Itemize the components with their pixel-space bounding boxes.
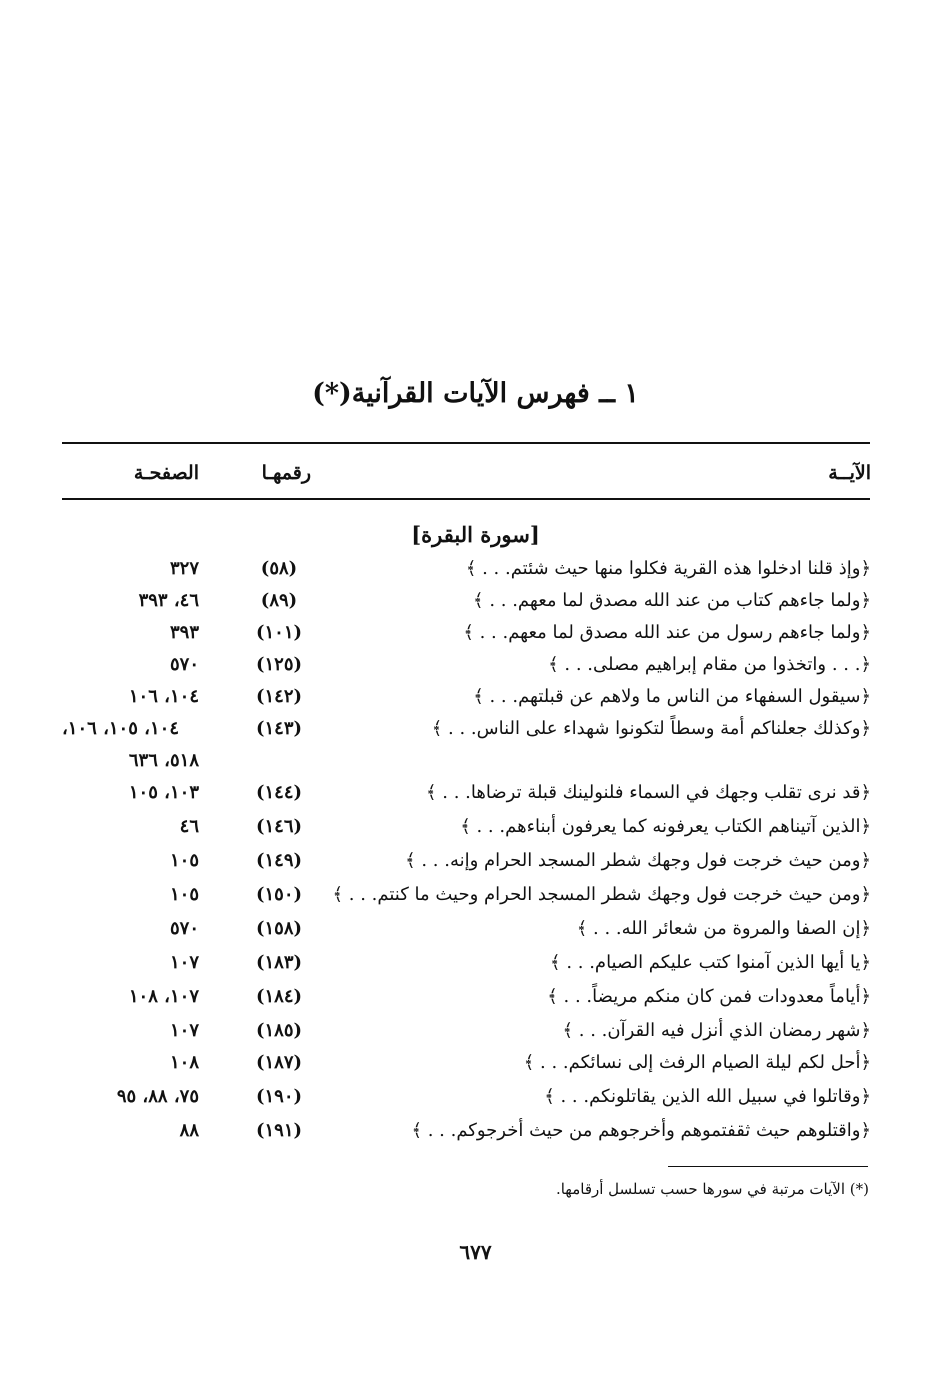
verse-number: (١٩٠) xyxy=(255,1086,303,1107)
page-refs: ١٠٧ xyxy=(169,952,199,973)
verse-number: (١٩١) xyxy=(255,1120,303,1141)
verse-text: ﴿يا أيها الذين آمنوا كتب عليكم الصيام. . . ﴾ xyxy=(550,952,871,973)
table-row xyxy=(0,782,951,814)
verse-text: ﴿وإذ قلنا ادخلوا هذه القرية فكلوا منها حيث شئتم. . . ﴾ xyxy=(465,558,871,579)
verse-text: ﴿شهر رمضان الذي أنزل فيه القرآن. . . ﴾ xyxy=(562,1020,871,1041)
index-title: ١ ــ فهرس الآيات القرآنية(*) xyxy=(312,378,639,409)
page-refs: ١٠٣، ١٠٥ xyxy=(128,782,199,803)
table-row xyxy=(0,952,951,984)
table-row xyxy=(0,816,951,848)
footnote-rule xyxy=(668,1166,868,1167)
verse-text: ﴿ولما جاءهم رسول من عند الله مصدق لما معهم. . . ﴾ xyxy=(463,622,871,643)
page-refs: ٥٧٠ xyxy=(169,918,199,939)
verse-text: ﴿قد نرى تقلب وجهك في السماء فلنولينك قبلة ترضاها. . . ﴾ xyxy=(426,782,871,803)
page-refs: ٤٦، ٣٩٣ xyxy=(138,590,199,611)
verse-text: ﴿ومن حيث خرجت فول وجهك شطر المسجد الحرام وحيث ما كنتم. . . ﴾ xyxy=(332,884,871,905)
table-row xyxy=(0,686,951,718)
table-row xyxy=(0,1120,951,1152)
verse-text: ﴿ولما جاءهم كتاب من عند الله مصدق لما معهم. . . ﴾ xyxy=(473,590,871,611)
table-row xyxy=(0,558,951,590)
page-refs: ٤٦ xyxy=(179,816,199,837)
verse-text: ﴿سيقول السفهاء من الناس ما ولاهم عن قبلتهم. . . ﴾ xyxy=(473,686,871,707)
header-bottom-rule xyxy=(62,498,870,500)
table-row xyxy=(0,986,951,1018)
header-verse: الآيــة xyxy=(828,462,871,484)
page-refs: ١٠٧، ١٠٨ xyxy=(128,986,199,1007)
header-top-rule xyxy=(62,442,870,444)
page-refs: ١٠٨ xyxy=(169,1052,199,1073)
verse-text: ﴿وكذلك جعلناكم أمة وسطاً لتكونوا شهداء على الناس. . . ﴾ xyxy=(431,718,871,739)
table-row xyxy=(0,1086,951,1118)
page-refs-continuation: ٥١٨، ٦٣٦ xyxy=(128,750,199,771)
verse-number: (١٤٦) xyxy=(255,816,303,837)
header-page: الصفحـة xyxy=(133,462,199,484)
page-refs: ٧٥، ٨٨، ٩٥ xyxy=(116,1086,199,1107)
table-row xyxy=(0,654,951,686)
verse-number: (١٥٠) xyxy=(255,884,303,905)
verse-number: (١٨٣) xyxy=(255,952,303,973)
page-refs: ٥٧٠ xyxy=(169,654,199,675)
verse-text: ﴿ومن حيث خرجت فول وجهك شطر المسجد الحرام وإنه. . . ﴾ xyxy=(405,850,871,871)
table-row xyxy=(0,590,951,622)
verse-text: ﴿إن الصفا والمروة من شعائر الله. . . ﴾ xyxy=(576,918,871,939)
page-number: ٦٧٧ xyxy=(459,1240,492,1264)
verse-text: ﴿أياماً معدودات فمن كان منكم مريضاً. . . ﴾ xyxy=(547,986,871,1007)
table-row xyxy=(0,622,951,654)
table-row xyxy=(0,718,951,750)
verse-text: ﴿واقتلوهم حيث ثقفتموهم وأخرجوهم من حيث أخرجوكم. . . ﴾ xyxy=(411,1120,871,1141)
verse-number: (١٤٩) xyxy=(255,850,303,871)
verse-text: ﴿أحل لكم ليلة الصيام الرفث إلى نسائكم. . . ﴾ xyxy=(523,1052,871,1073)
page-refs: ٣٩٣ xyxy=(169,622,199,643)
page-refs: ١٠٤، ١٠٦ xyxy=(128,686,199,707)
page-refs: ١٠٧ xyxy=(169,1020,199,1041)
table-row xyxy=(0,850,951,882)
header-number: رقمهـا xyxy=(261,462,311,484)
verse-number: (١٨٧) xyxy=(255,1052,303,1073)
verse-number: (١٨٤) xyxy=(255,986,303,1007)
verse-number: (١٤٢) xyxy=(255,686,303,707)
verse-number: (١٠١) xyxy=(255,622,303,643)
verse-number: (١٢٥) xyxy=(255,654,303,675)
verse-number: (١٤٤) xyxy=(255,782,303,803)
verse-number: (١٤٣) xyxy=(255,718,303,739)
page-refs: ١٠٤، ١٠٥، ١٠٦، xyxy=(61,718,179,739)
verse-number: (٥٨) xyxy=(260,558,298,579)
surah-heading: [سورة البقرة] xyxy=(411,522,540,547)
verse-number: (٨٩) xyxy=(260,590,298,611)
page-refs: ٨٨ xyxy=(179,1120,199,1141)
verse-text: ﴿الذين آتيناهم الكتاب يعرفونه كما يعرفون أبناءهم. . . ﴾ xyxy=(460,816,871,837)
page-refs: ٣٢٧ xyxy=(169,558,199,579)
page-refs: ١٠٥ xyxy=(169,884,199,905)
table-row xyxy=(0,1052,951,1084)
table-row xyxy=(0,884,951,916)
table-row xyxy=(0,918,951,950)
table-row xyxy=(0,1020,951,1052)
verse-text: ﴿. . . واتخذوا من مقام إبراهيم مصلى. . . ﴾ xyxy=(548,654,871,675)
footnote: (*) الآيات مرتبة في سورها حسب تسلسل أرقامها. xyxy=(555,1180,869,1198)
page-refs: ١٠٥ xyxy=(169,850,199,871)
verse-number: (١٨٥) xyxy=(255,1020,303,1041)
verse-number: (١٥٨) xyxy=(255,918,303,939)
verse-text: ﴿وقاتلوا في سبيل الله الذين يقاتلونكم. . . ﴾ xyxy=(544,1086,871,1107)
